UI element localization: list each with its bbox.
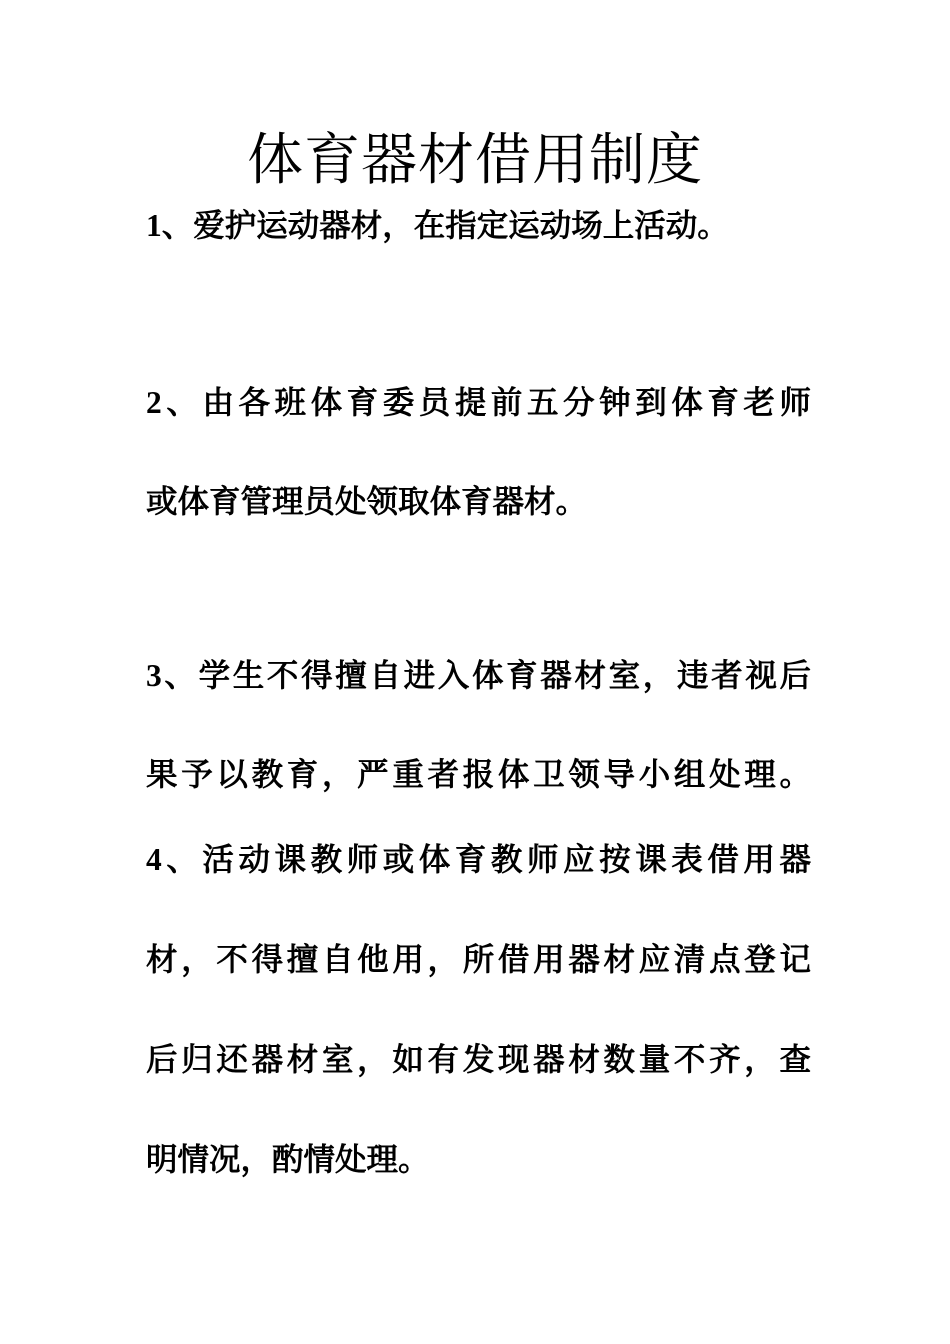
rule-item-1 [146,206,811,246]
rule-item-4 [146,840,811,880]
rule-text-line: 、爱护运动器材，在指定运动场上活动。 [161,207,729,244]
rule-item-2 [146,383,811,423]
rule-number: 3 [146,658,162,693]
rule-text-line: 、学生不得擅自进入体育器材室，违者视后 [161,657,811,694]
rule-item-2-continuation: 或体育管理员处领取体育器材。 [146,483,588,520]
rule-text-line: 、由各班体育委员提前五分钟到体育老师 [161,384,811,421]
rule-number: 2 [146,385,162,420]
rule-item-3 [146,656,811,696]
document-title: 体育器材借用制度 [247,128,703,193]
rule-item-4-continuation: 明情况，酌情处理。 [146,1141,430,1178]
rule-number: 1 [146,208,162,243]
rule-text-line: 、活动课教师或体育教师应按课表借用器 [161,841,811,878]
rule-item-3-continuation: 果予以教育，严重者报体卫领导小组处理。 [146,756,811,793]
rule-item-4-continuation: 后归还器材室，如有发现器材数量不齐，查 [146,1041,811,1078]
rule-item-4-continuation: 材，不得擅自他用，所借用器材应清点登记 [146,941,811,978]
rule-number: 4 [146,842,162,877]
